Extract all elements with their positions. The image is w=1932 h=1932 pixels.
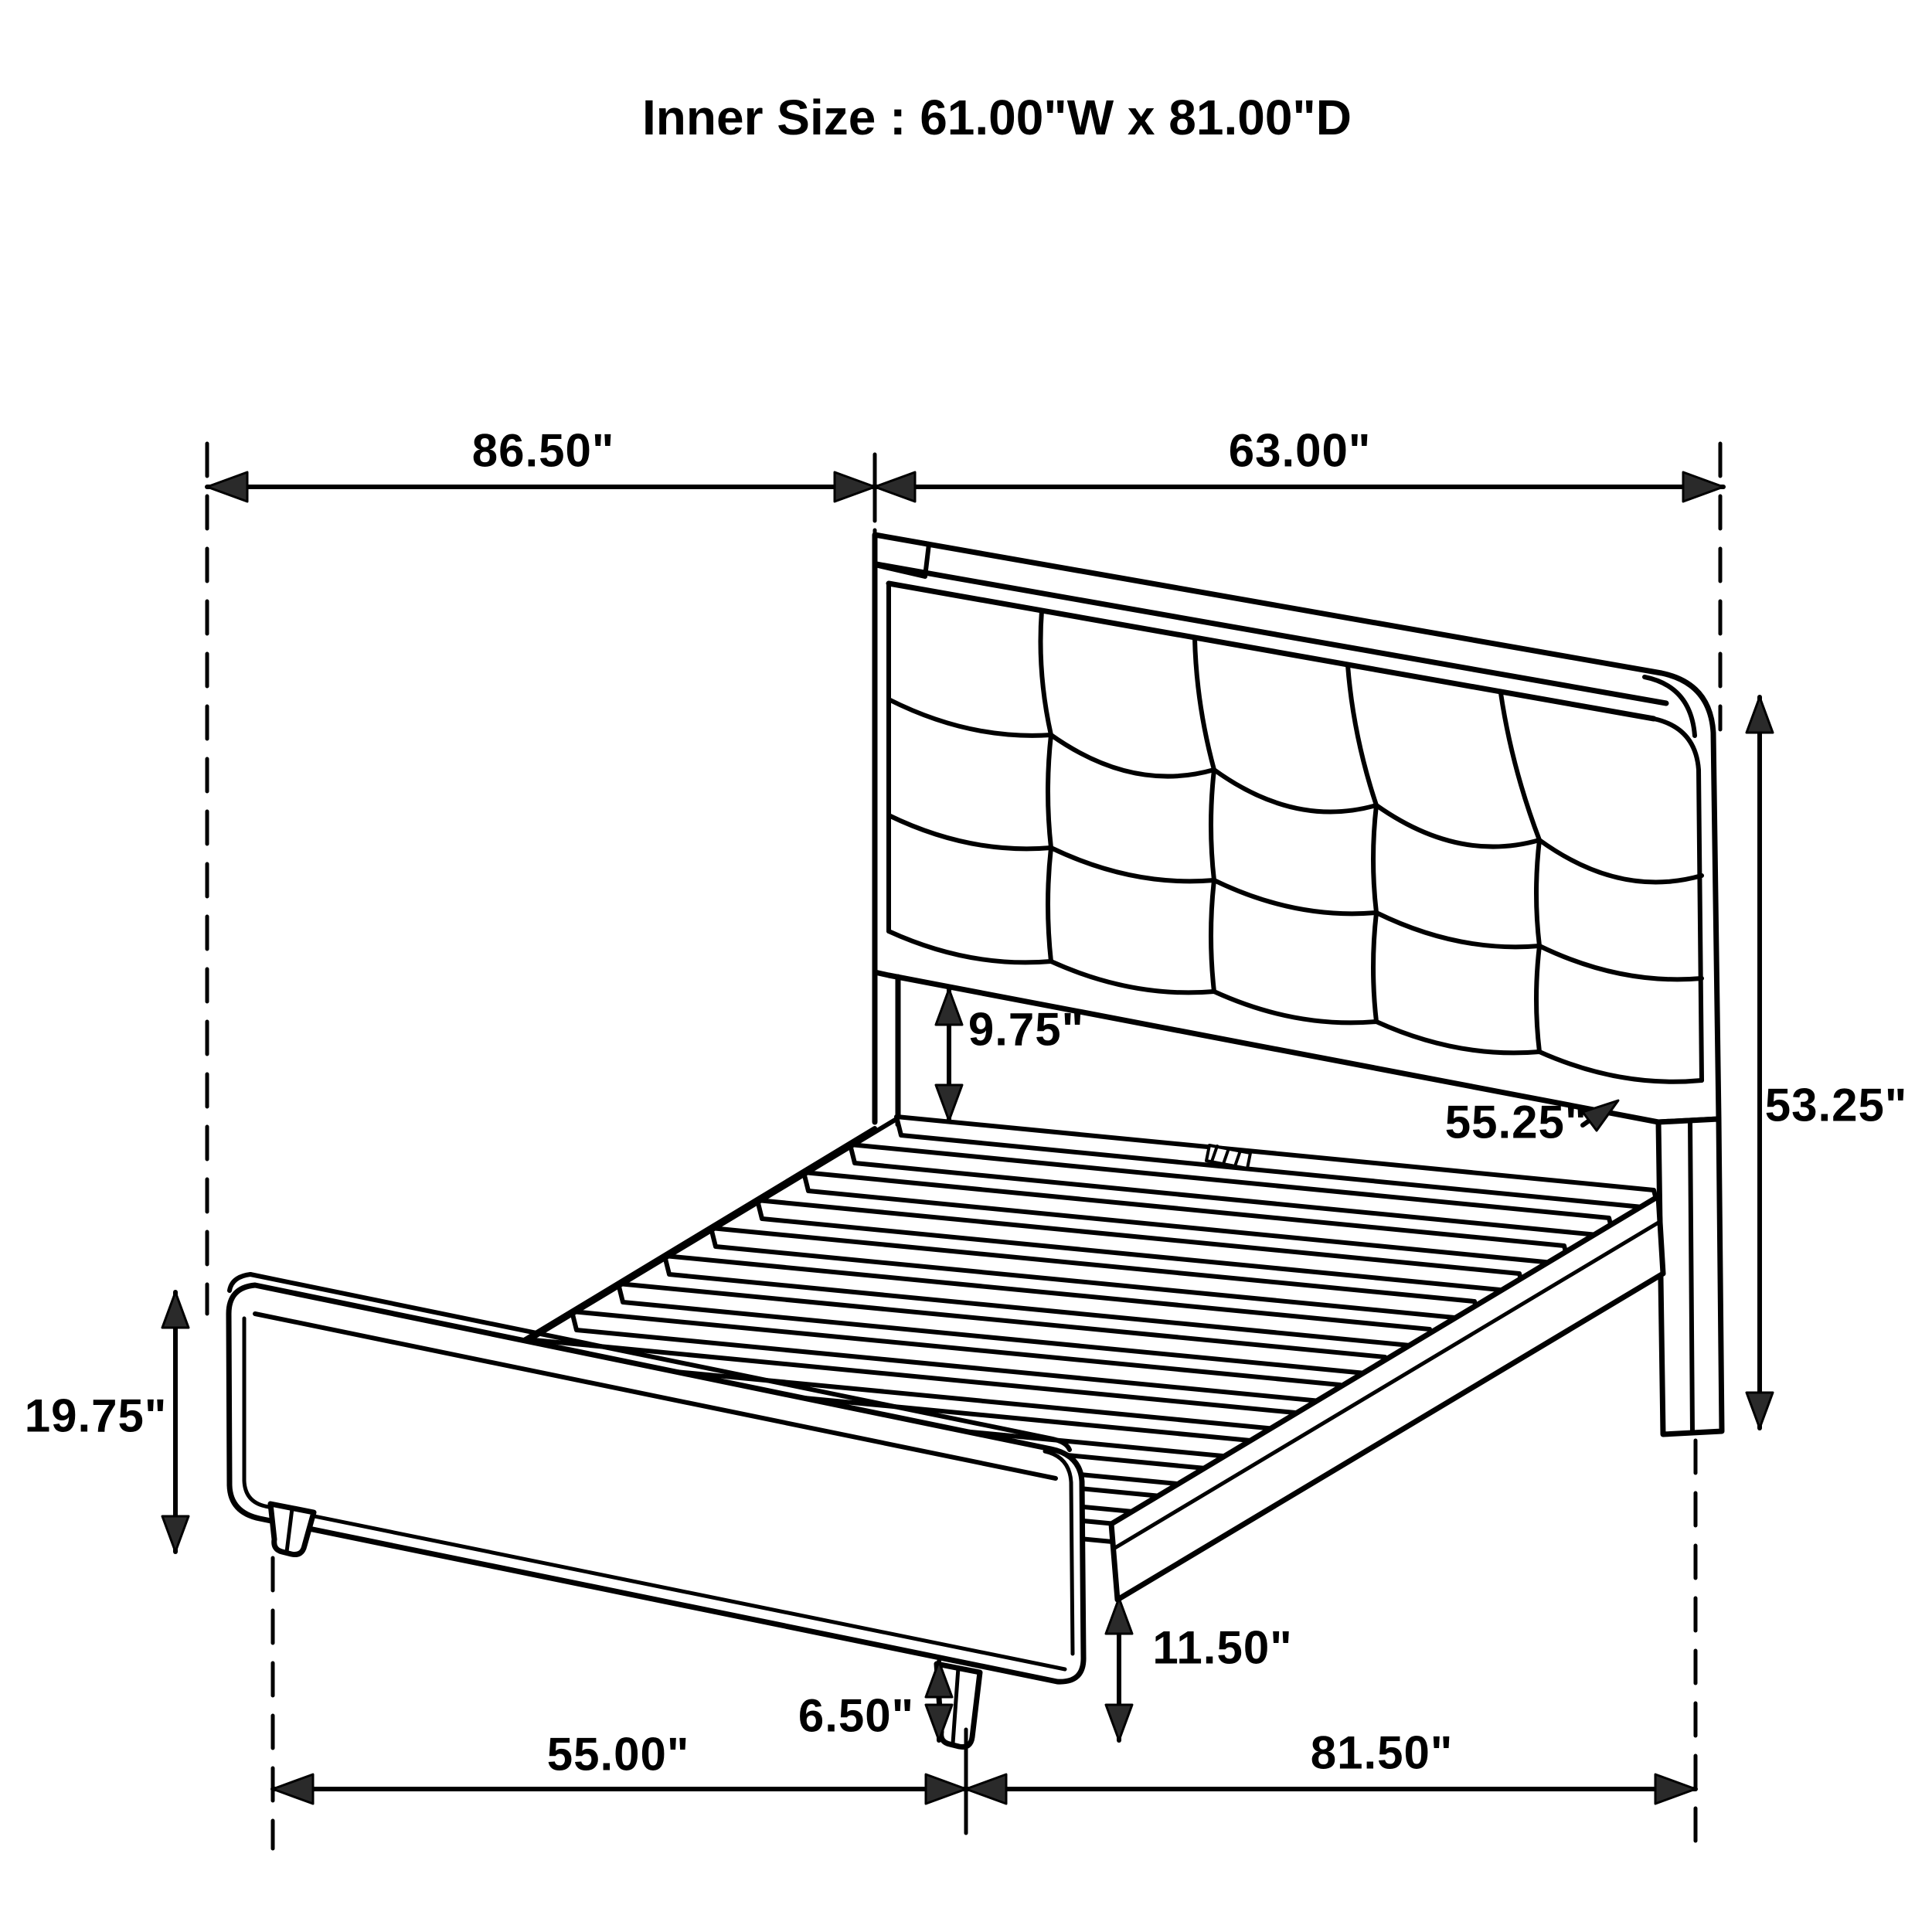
dim-label-footboard-height: 19.75" [24, 1389, 168, 1442]
dim-label-bottom-right: 81.50" [1310, 1726, 1454, 1779]
dimension-bottom [273, 1774, 1696, 1804]
dim-label-foot-clearance: 6.50" [798, 1689, 915, 1742]
dim-label-top-right: 63.00" [1228, 424, 1372, 477]
dim-label-headboard-clearance: 9.75" [968, 1003, 1085, 1056]
dim-label-inner-width: 55.25" [1444, 1096, 1588, 1148]
dim-label-bottom-left: 55.00" [546, 1728, 690, 1781]
dim-label-top-left: 86.50" [471, 424, 615, 477]
page-title: Inner Size : 61.00"W x 81.00"D [642, 90, 1352, 145]
dimension-headboard-clearance [936, 989, 962, 1121]
dimension-rail-height [1106, 1598, 1132, 1740]
dimension-headboard-height [1747, 697, 1773, 1428]
dim-label-rail-height: 11.50" [1152, 1621, 1293, 1674]
dim-label-headboard-height: 53.25" [1764, 1079, 1908, 1131]
dimension-top [207, 472, 1723, 502]
